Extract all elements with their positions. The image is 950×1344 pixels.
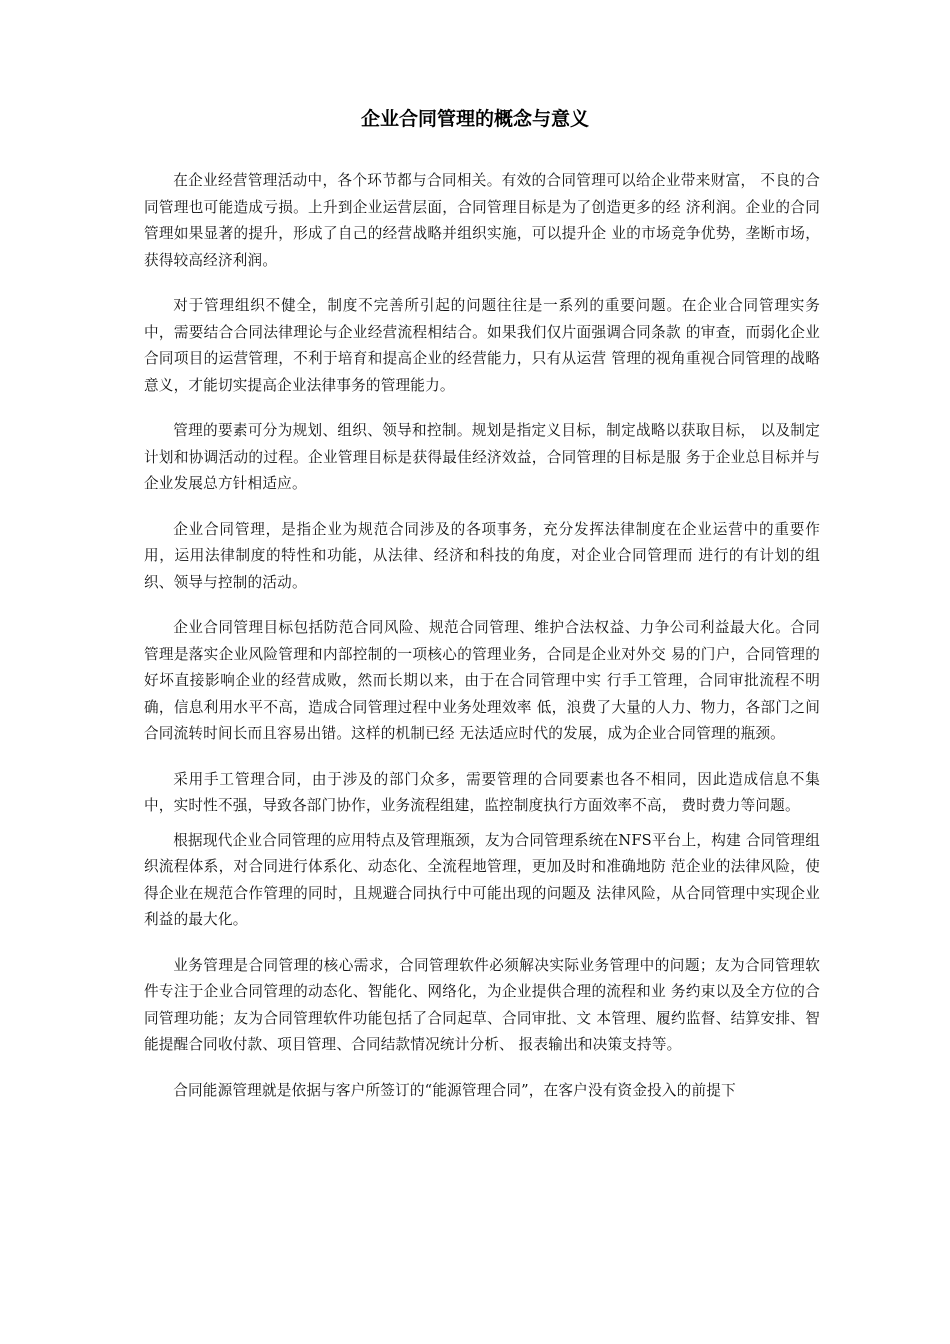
paragraph-2: 对于管理组织不健全，制度不完善所引起的问题往往是一系列的重要问题。在企业合同管理实务中，需要结合合同法律理论与企业经营流程相结合。如果我们仅片面强调合同条款 的审查，而弱化企业合同项目的运营管理，不利于培育和提高企业的经营能力，只有从运营 管理的视角重视合同管理的战略意义，才能切实提高企业法律事务的管理能力。 bbox=[144, 297, 820, 394]
paragraph-3: 管理的要素可分为规划、组织、领导和控制。规划是指定义目标，制定战略以获取目标， 以及制定计划和协调活动的过程。企业管理目标是获得最佳经济效益，合同管理的目标是服 务于企业总目标并与企业发展总方针相适应。 bbox=[144, 422, 820, 492]
paragraph-5: 企业合同管理目标包括防范合同风险、规范合同管理、维护合法权益、力争公司利益最大化。合同管理是落实企业风险管理和内部控制的一项核心的管理业务，合同是企业对外交 易的门户，合同管理的好坏直接影响企业的经营成败，然而长期以来，由于在合同管理中实 行手工管理，合同审批流程不明确，信息利用水平不高，造成合同管理过程中业务处理效率 低，浪费了大量的人力、物力，各部门之间合同流转时间长而且容易出错。这样的机制已经 无法适应时代的发展，成为企业合同管理的瓶颈。 bbox=[144, 619, 820, 742]
document-title: 企业合同管理的概念与意义 bbox=[360, 108, 589, 130]
paragraph-8: 业务管理是合同管理的核心需求，合同管理软件必须解决实际业务管理中的问题；友为合同管理软件专注于企业合同管理的动态化、智能化、网络化，为企业提供合理的流程和业 务约束以及全方位的合同管理功能；友为合同管理软件功能包括了合同起草、合同审批、文 本管理、履约监督、结算安排、智能提醒合同收付款、项目管理、合同结款情况统计分析、 报表输出和决策支持等。 bbox=[144, 956, 820, 1053]
paragraph-4: 企业合同管理，是指企业为规范合同涉及的各项事务，充分发挥法律制度在企业运营中的重要作用，运用法律制度的特性和功能，从法律、经济和科技的角度，对企业合同管理而 进行的有计划的组织、领导与控制的活动。 bbox=[144, 520, 820, 591]
paragraph-6: 采用手工管理合同，由于涉及的部门众多，需要管理的合同要素也各不相同，因此造成信息不集中，实时性不强，导致各部门协作，业务流程组建，监控制度执行方面效率不高， 费时费力等问题。 bbox=[144, 770, 820, 814]
paragraph-7: 根据现代企业合同管理的应用特点及管理瓶颈，友为合同管理系统在NFS平台上，构建 合同管理组织流程体系，对合同进行体系化、动态化、全流程地管理，更加及时和准确地防 范企业的法律风险，使得企业在规范合作管理的同时，且规避合同执行中可能出现的问题及 法律风险，从合同管理中实现企业利益的最大化。 bbox=[144, 831, 820, 928]
paragraph-9: 合同能源管理就是依据与客户所签订的“能源管理合同”，在客户没有资金投入的前提下 bbox=[173, 1081, 736, 1099]
document-body bbox=[144, 168, 820, 1123]
paragraph-1: 在企业经营管理活动中，各个环节都与合同相关。有效的合同管理可以给企业带来财富， 不良的合同管理也可能造成亏损。上升到企业运营层面，合同管理目标是为了创造更多的经 济利润。企业的合同管理如果显著的提升，形成了自己的经营战略并组织实施，可以提升企 业的市场竞争优势，垄断市场，获得较高经济利润。 bbox=[144, 172, 820, 269]
